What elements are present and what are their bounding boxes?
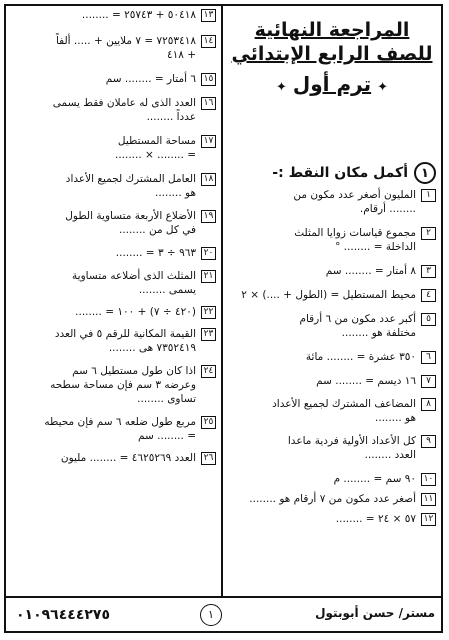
question-item xyxy=(8,305,218,319)
question-text: ٦ أمتار = ........ سم xyxy=(105,73,196,85)
question-item xyxy=(226,312,438,340)
section-title-text: أكمل مكان النقط :- xyxy=(272,165,408,181)
question-text: ٩٠ سم = ........ م xyxy=(333,473,416,485)
question-item xyxy=(8,72,218,86)
question-item xyxy=(8,8,218,22)
question-number: ٢٠ xyxy=(201,247,216,260)
question-number: ١٣ xyxy=(201,9,216,22)
question-item xyxy=(8,209,218,237)
question-text: كل الأعداد الأولية فردية ماعدا العدد ........ xyxy=(287,435,416,461)
question-text: المضاعف المشترك لجميع الأعداد هو ........ xyxy=(272,398,416,424)
question-item xyxy=(226,226,438,254)
question-item xyxy=(226,374,438,388)
section-title xyxy=(226,162,438,184)
author-name: مستر/ حسن أبوبتول xyxy=(315,606,435,620)
question-item xyxy=(226,397,438,425)
star-icon: ✦ xyxy=(275,80,287,95)
question-number: ٣ xyxy=(421,265,436,278)
question-item xyxy=(8,246,218,260)
question-item xyxy=(226,264,438,278)
header-title: المراجعة النهائية xyxy=(254,19,410,41)
question-text: (٤٢٠ ÷ ٧) + ١٠٠ = ........ xyxy=(75,306,196,318)
question-item xyxy=(226,472,438,486)
question-item xyxy=(8,96,218,124)
question-number: ١١ xyxy=(421,493,436,506)
column-divider xyxy=(221,4,223,596)
question-item xyxy=(226,512,438,526)
question-item xyxy=(8,269,218,297)
question-text: العدد ٤٦٢٥٢٦٩ = ........ مليون xyxy=(60,452,196,464)
question-number: ٢٦ xyxy=(201,452,216,465)
question-item xyxy=(8,134,218,162)
question-item xyxy=(226,188,438,216)
question-number: ١٩ xyxy=(201,210,216,223)
question-item xyxy=(8,34,218,62)
question-text: محيط المستطيل = (الطول + ....) × ٢ xyxy=(241,289,416,301)
question-item xyxy=(8,172,218,200)
question-text: مساحة المستطيل = ........ × ........ xyxy=(114,135,196,161)
question-list-right xyxy=(226,188,438,526)
right-column xyxy=(226,8,438,526)
question-item xyxy=(226,434,438,462)
question-number: ١٥ xyxy=(201,73,216,86)
question-number: ٢ xyxy=(421,227,436,240)
question-number: ٨ xyxy=(421,398,436,411)
question-text: مجموع قياسات زوايا المثلث الداخلة = ........ ° xyxy=(294,227,416,253)
question-item xyxy=(226,288,438,302)
question-item xyxy=(226,492,438,506)
phone-number: ٠١٠٩٦٤٤٤٢٧٥ xyxy=(16,607,110,623)
question-text: المثلث الذى أضلاعه متساوية يسمى ........ xyxy=(72,270,196,296)
question-text: ٥٠٤١٨ + ٢٥٧٤٣ = ........ xyxy=(81,9,196,21)
question-text: ٩٦٣ ÷ ٣ = ........ xyxy=(115,247,196,259)
question-text: ٧٢٥٣٤١٨ = ٧ ملايين + ..... ألفاً + ٤١٨ xyxy=(55,35,196,61)
worksheet-header xyxy=(226,18,438,160)
question-item xyxy=(8,327,218,355)
question-text: العدد الذى له عاملان فقط يسمى عدداً ........ xyxy=(52,97,196,123)
question-text: أكبر عدد مكون من ٦ أرقام مختلفة هو ........ xyxy=(299,313,416,339)
page-number: ١ xyxy=(200,604,222,626)
question-text: الأضلاع الأربعة متساوية الطول في كل من ........ xyxy=(65,210,196,236)
header-term-label: ترم أول xyxy=(292,72,372,96)
question-item xyxy=(8,364,218,406)
question-number: ١٠ xyxy=(421,473,436,486)
question-text: ٨ أمتار = ........ سم xyxy=(325,265,416,277)
question-number: ٤ xyxy=(421,289,436,302)
question-number: ١٤ xyxy=(201,35,216,48)
question-text: ١٦ ديسم = ........ سم xyxy=(316,375,416,387)
question-text: مربع طول ضلعه ٦ سم فإن محيطه = ........ سم xyxy=(44,416,196,442)
question-text: القيمة المكانية للرقم ٥ في العدد ٧٣٥٢٤١٩ هى ........ xyxy=(54,328,196,354)
question-number: ١٨ xyxy=(201,173,216,186)
question-text: المليون أصغر عدد مكون من ........ أرقام. xyxy=(293,189,416,215)
question-text: أصغر عدد مكون من ٧ أرقام هو ........ xyxy=(249,493,416,505)
question-number: ٢٤ xyxy=(201,365,216,378)
question-number: ١٢ xyxy=(421,513,436,526)
question-number: ٢٥ xyxy=(201,416,216,429)
question-text: ٣٥٠ عشرة = ........ مائة xyxy=(305,351,416,363)
question-number: ٧ xyxy=(421,375,436,388)
header-term xyxy=(226,72,438,100)
question-number: ١ xyxy=(421,189,436,202)
left-column xyxy=(8,8,218,465)
question-item xyxy=(8,415,218,443)
question-text: العامل المشترك لجميع الأعداد هو ........ xyxy=(65,173,196,199)
page-footer xyxy=(4,596,443,633)
question-item xyxy=(226,350,438,364)
question-list-left xyxy=(8,8,218,465)
star-icon: ✦ xyxy=(377,80,389,95)
section-number: ١ xyxy=(414,162,436,184)
question-number: ٢٢ xyxy=(201,306,216,319)
question-number: ٦ xyxy=(421,351,436,364)
question-number: ٢١ xyxy=(201,270,216,283)
question-text: ٥٧ × ٢٤ = ........ xyxy=(335,513,416,525)
question-number: ١٧ xyxy=(201,135,216,148)
header-grade: للصف الرابع الإبتدائي xyxy=(231,43,433,65)
question-number: ٢٣ xyxy=(201,328,216,341)
question-number: ٥ xyxy=(421,313,436,326)
question-text: اذا كان طول مستطيل ٦ سم وعرضه ٣ سم فإن مساحة سطحه تساوى ........ xyxy=(50,365,196,405)
question-number: ١٦ xyxy=(201,97,216,110)
question-number: ٩ xyxy=(421,435,436,448)
question-item xyxy=(8,451,218,465)
